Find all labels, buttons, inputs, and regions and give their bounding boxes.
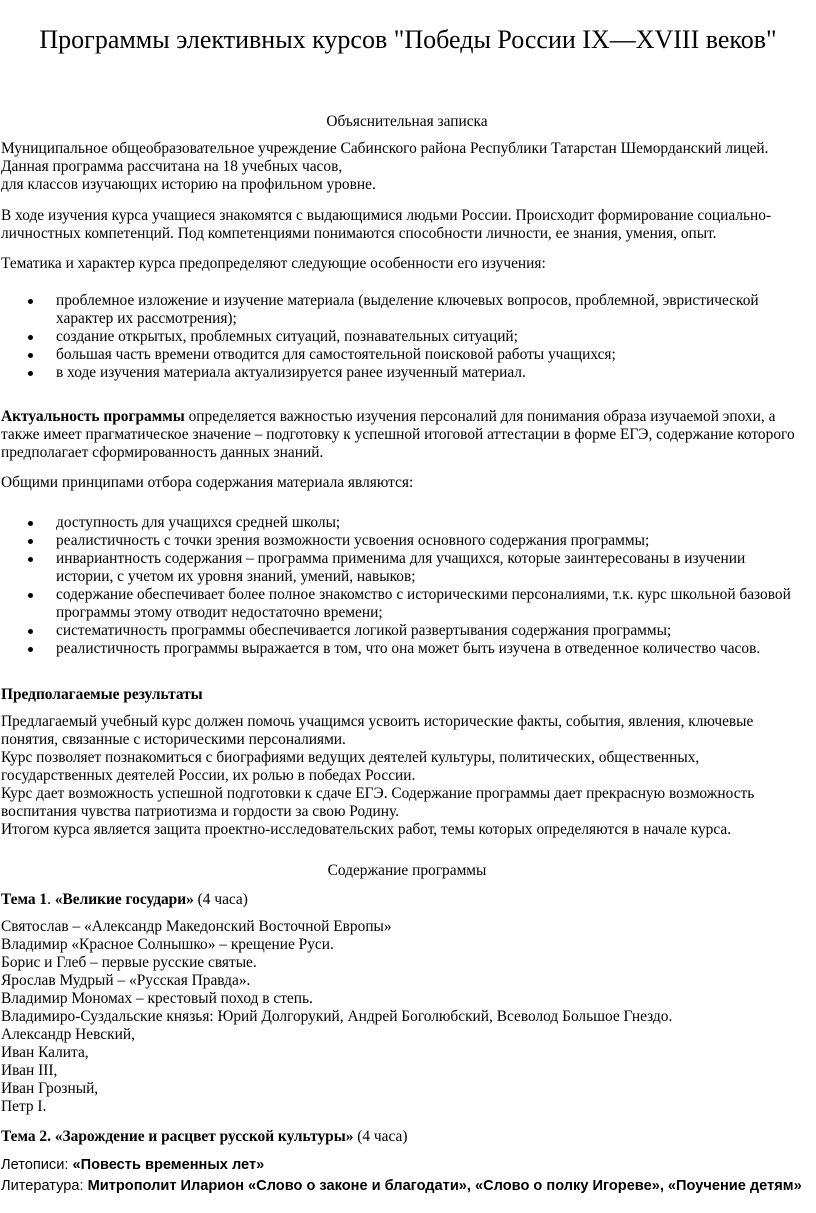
topic1-heading: Тема 1. «Великие государи» (4 часа) — [1, 891, 248, 908]
list-item: инвариантность содержания – программа применима для учащихся, которые заинтересованы в изучении истории, с учетом их уровня знаний, умений, навыков; — [0, 550, 812, 586]
results-paragraph: Предлагаемый учебный курс должен помочь учащимся усвоить исторические факты, события, явления, ключевые понятия, связанные с историческими персоналиями. Курс позволяет познакомиться с биографиями ведущих деятелей культуры, политических, общественных, государственных деятелей России, их ролью в победах России. Курс дает возможность успешной подготовки к сдаче ЕГЭ. Содержание программы дает прекрасную возможность воспитания чувства патриотизма и гордости за свою Родину. Итогом курса является защита проектно-исследовательских работ, темы которых определяются в начале курса. — [1, 713, 755, 838]
results-heading: Предполагаемые результаты — [1, 686, 203, 703]
relevance-paragraph: Актуальность программы определяется важностью изучения персоналий для понимания образа изучаемой эпохи, а также имеет прагматическое значение – подготовку к успешной итоговой аттестации в форме ЕГЭ, содержание которого предполагает сформированность данных знаний. — [1, 408, 795, 461]
list-item: реалистичность с точки зрения возможности усвоения основного содержания программы; — [0, 532, 812, 550]
list-item: Александр Невский, — [1, 1026, 135, 1043]
document-title: Программы элективных курсов "Победы России IX—XVIII веков" — [39, 25, 777, 54]
competences-line: В ходе изучения курса учащиеся знакомятся с выдающимися людьми России. Происходит формирование социально- — [1, 207, 772, 224]
competences-paragraph — [1, 207, 813, 243]
intro-line: Данная программа рассчитана на 18 учебных часов, — [1, 158, 343, 175]
list-item: Владимиро-Суздальские князья: Юрий Долгорукий, Андрей Боголюбский, Всеволод Большое Гнездо. — [1, 1008, 673, 1025]
list-item: доступность для учащихся средней школы; — [0, 514, 812, 532]
list-item: Иван III, — [1, 1062, 58, 1079]
intro-line: Муниципальное общеобразовательное учреждение Сабинского района Республики Татарстан Шеморданский лицей. — [1, 140, 769, 157]
list-item: Петр I. — [1, 1098, 47, 1115]
list-item: Ярослав Мудрый – «Русская Правда». — [1, 972, 251, 989]
list-item: Иван Грозный, — [1, 1080, 99, 1097]
list-item: Святослав – «Александр Македонский Восточной Европы» — [1, 918, 392, 935]
relevance-bold: Актуальность программы — [1, 408, 185, 425]
contents-heading: Содержание программы — [327, 862, 487, 879]
topic2-literature: Литература: Митрополит Иларион «Слово о законе и благодати», «Слово о полку Игореве», «Поучение детям» — [1, 1178, 802, 1194]
topic2-heading: Тема 2. «Зарождение и расцвет русской культуры» (4 часа) — [1, 1128, 408, 1145]
list-item: систематичность программы обеспечивается логикой развертывания содержания программы; — [0, 622, 812, 640]
principles-intro: Общими принципами отбора содержания материала являются: — [1, 474, 414, 491]
list-item: Борис и Глеб – первые русские святые. — [1, 954, 257, 971]
list-item: в ходе изучения материала актуализируется ранее изученный материал. — [0, 364, 812, 382]
topic2-chronicles: Летописи: «Повесть временных лет» — [1, 1157, 265, 1173]
topic1-items — [1, 918, 813, 1116]
features-list — [0, 292, 812, 382]
features-intro: Тематика и характер курса предопределяют следующие особенности его изучения: — [1, 255, 546, 272]
list-item: Владимир Мономах – крестовый поход в степь. — [1, 990, 313, 1007]
principles-list — [0, 514, 812, 658]
list-item: проблемное изложение и изучение материала (выделение ключевых вопросов, проблемной, эвристической характер их рассмотрения); — [0, 292, 812, 328]
list-item: реалистичность программы выражается в том, что она может быть изучена в отведенное количество часов. — [0, 640, 812, 658]
list-item: содержание обеспечивает более полное знакомство с историческими персоналиями, т.к. курс школьной базовой программы этому отводит недостаточно времени; — [0, 586, 812, 622]
competences-line: личностных компетенций. Под компетенциями понимаются способности личности, ее знания, умения, опыт. — [1, 225, 717, 242]
list-item: Иван Калита, — [1, 1044, 89, 1061]
list-item: большая часть времени отводится для самостоятельной поисковой работы учащихся; — [0, 346, 812, 364]
list-item: Владимир «Красное Солнышко» – крещение Руси. — [1, 936, 334, 953]
intro-paragraph — [1, 140, 813, 194]
list-item: создание открытых, проблемных ситуаций, познавательных ситуаций; — [0, 328, 812, 346]
explanatory-heading: Объяснительная записка — [326, 113, 488, 130]
intro-line: для классов изучающих историю на профильном уровне. — [1, 176, 376, 193]
